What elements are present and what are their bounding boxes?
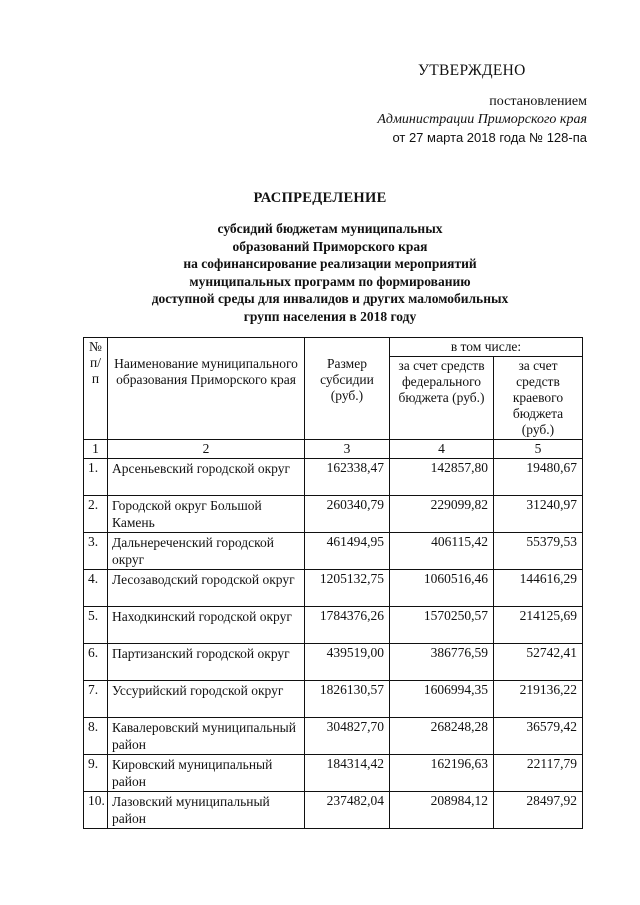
subtitle-line: субсидий бюджетам муниципальных bbox=[217, 221, 443, 236]
column-number: 3 bbox=[305, 440, 390, 459]
subtitle-line: образований Приморского края bbox=[232, 238, 428, 254]
regional-amount: 28497,92 bbox=[494, 792, 583, 829]
table-row bbox=[84, 570, 583, 607]
municipality-name: Партизанский городской округ bbox=[108, 644, 305, 681]
federal-amount: 1060516,46 bbox=[390, 570, 494, 607]
approval-decree bbox=[357, 93, 587, 147]
federal-amount: 142857,80 bbox=[390, 459, 494, 496]
table-row bbox=[84, 755, 583, 792]
document-title: РАСПРЕДЕЛЕНИЕ bbox=[253, 190, 387, 206]
subsidy-size: 1826130,57 bbox=[305, 681, 390, 718]
municipality-name: Лазовский муниципальный район bbox=[108, 792, 305, 829]
regional-amount: 52742,41 bbox=[494, 644, 583, 681]
regional-amount: 214125,69 bbox=[494, 607, 583, 644]
federal-amount: 268248,28 bbox=[390, 718, 494, 755]
regional-amount: 31240,97 bbox=[494, 496, 583, 533]
row-number: 7. bbox=[84, 681, 108, 718]
federal-amount: 386776,59 bbox=[390, 644, 494, 681]
subsidy-size: 439519,00 bbox=[305, 644, 390, 681]
decree-line-1: постановлением bbox=[489, 94, 587, 109]
subtitle-line: групп населения в 2018 году bbox=[243, 308, 417, 324]
row-number: 5. bbox=[84, 607, 108, 644]
regional-amount: 219136,22 bbox=[494, 681, 583, 718]
municipality-name: Кавалеровский муниципальный район bbox=[108, 718, 305, 755]
row-number: 9. bbox=[84, 755, 108, 792]
subsidy-size: 1205132,75 bbox=[305, 570, 390, 607]
row-number: 1. bbox=[84, 459, 108, 496]
regional-amount: 19480,67 bbox=[494, 459, 583, 496]
municipality-name: Дальнереченский городской округ bbox=[108, 533, 305, 570]
subtitle-line: муниципальных программ по формированию bbox=[189, 273, 471, 289]
subsidy-size: 260340,79 bbox=[305, 496, 390, 533]
header-size: Размер субсидии (руб.) bbox=[305, 338, 390, 440]
table-row bbox=[84, 459, 583, 496]
header-regional: за счет средств краевого бюджета (руб.) bbox=[494, 357, 583, 440]
header-num: № п/п bbox=[84, 338, 108, 440]
federal-amount: 1606994,35 bbox=[390, 681, 494, 718]
subsidy-size: 162338,47 bbox=[305, 459, 390, 496]
regional-amount: 36579,42 bbox=[494, 718, 583, 755]
decree-line-2: Администрации Приморского края bbox=[377, 112, 587, 127]
subtitle-line: доступной среды для инвалидов и других маломобильных bbox=[151, 291, 509, 306]
regional-amount: 22117,79 bbox=[494, 755, 583, 792]
header-name: Наименование муниципального образования Приморского края bbox=[108, 338, 305, 440]
document-subtitle bbox=[120, 220, 540, 325]
row-number: 10. bbox=[84, 792, 108, 829]
subsidy-size: 237482,04 bbox=[305, 792, 390, 829]
column-number: 2 bbox=[108, 440, 305, 459]
row-number: 8. bbox=[84, 718, 108, 755]
federal-amount: 208984,12 bbox=[390, 792, 494, 829]
subsidy-size: 1784376,26 bbox=[305, 607, 390, 644]
decree-line-3: от 27 марта 2018 года № 128-па bbox=[392, 130, 587, 145]
table-row bbox=[84, 792, 583, 829]
column-number: 5 bbox=[494, 440, 583, 459]
header-federal: за счет средств федерального бюджета (руб.) bbox=[390, 357, 494, 440]
municipality-name: Кировский муниципальный район bbox=[108, 755, 305, 792]
regional-amount: 144616,29 bbox=[494, 570, 583, 607]
federal-amount: 406115,42 bbox=[390, 533, 494, 570]
column-number: 4 bbox=[390, 440, 494, 459]
municipality-name: Находкинский городской округ bbox=[108, 607, 305, 644]
municipality-name: Арсеньевский городской округ bbox=[108, 459, 305, 496]
table-row bbox=[84, 644, 583, 681]
federal-amount: 1570250,57 bbox=[390, 607, 494, 644]
row-number: 2. bbox=[84, 496, 108, 533]
subsidy-size: 461494,95 bbox=[305, 533, 390, 570]
table-row bbox=[84, 681, 583, 718]
table-row bbox=[84, 496, 583, 533]
subsidy-table bbox=[83, 337, 583, 829]
subsidy-size: 184314,42 bbox=[305, 755, 390, 792]
municipality-name: Уссурийский городской округ bbox=[108, 681, 305, 718]
table-row bbox=[84, 607, 583, 644]
table-row bbox=[84, 533, 583, 570]
subsidy-size: 304827,70 bbox=[305, 718, 390, 755]
table-row bbox=[84, 718, 583, 755]
row-number: 4. bbox=[84, 570, 108, 607]
federal-amount: 229099,82 bbox=[390, 496, 494, 533]
federal-amount: 162196,63 bbox=[390, 755, 494, 792]
row-number: 6. bbox=[84, 644, 108, 681]
regional-amount: 55379,53 bbox=[494, 533, 583, 570]
column-number: 1 bbox=[84, 440, 108, 459]
municipality-name: Лесозаводский городской округ bbox=[108, 570, 305, 607]
row-number: 3. bbox=[84, 533, 108, 570]
approval-stamp: УТВЕРЖДЕНО bbox=[418, 62, 526, 79]
header-including: в том числе: bbox=[390, 338, 583, 357]
subtitle-line: на софинансирование реализации мероприятий bbox=[183, 256, 477, 271]
municipality-name: Городской округ Большой Камень bbox=[108, 496, 305, 533]
